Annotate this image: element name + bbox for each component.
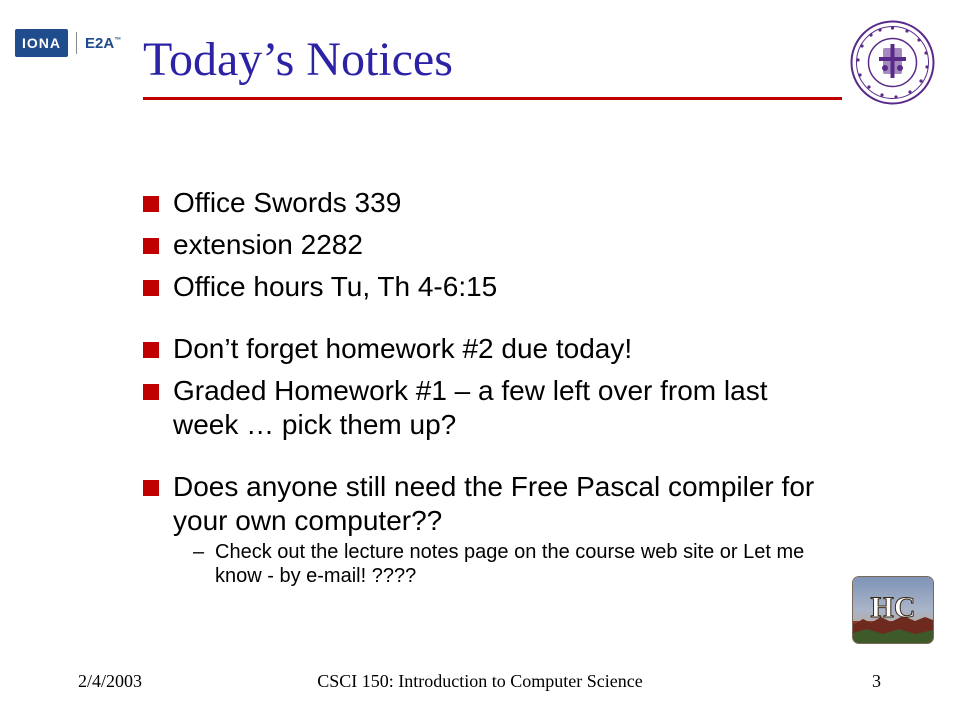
- notice-list: [141, 186, 821, 596]
- bullet-text: Office hours Tu, Th 4-6:15: [173, 271, 498, 302]
- square-bullet-icon: [143, 196, 159, 212]
- e2a-product: E2A: [85, 34, 115, 52]
- college-seal-icon: [850, 20, 935, 105]
- list-item: [141, 470, 821, 588]
- iona-logo-text: IONA: [15, 29, 68, 57]
- iona-e2a-logo: [15, 27, 121, 59]
- bullet-text: Don’t forget homework #2 due today!: [173, 333, 633, 364]
- slide-title: Today’s Notices: [143, 33, 453, 86]
- bullet-text: Graded Homework #1 – a few left over from last week … pick them up?: [173, 375, 768, 440]
- bullet-text: Does anyone still need the Free Pascal compiler for your own computer??: [173, 471, 815, 536]
- e2a-logo-text: [85, 35, 121, 52]
- trademark-mark: ™: [114, 36, 122, 44]
- footer-course-title: CSCI 150: Introduction to Computer Science: [317, 671, 643, 691]
- square-bullet-icon: [143, 480, 159, 496]
- hc-logo-icon: [853, 577, 933, 643]
- bullet-text: Office Swords 339: [173, 187, 402, 218]
- list-item: [141, 228, 821, 262]
- list-item: [141, 270, 821, 304]
- dash-marker: –: [193, 541, 205, 563]
- list-item: [141, 374, 821, 442]
- square-bullet-icon: [143, 342, 159, 358]
- square-bullet-icon: [143, 280, 159, 296]
- list-item: [141, 186, 821, 220]
- bullet-text: extension 2282: [173, 229, 363, 260]
- footer-date: 2/4/2003: [78, 671, 143, 691]
- logo-divider: [76, 32, 77, 54]
- square-bullet-icon: [143, 238, 159, 254]
- sub-bullet-text: Check out the lecture notes page on the course web site or Let me know - by e-mail! ????: [215, 541, 805, 587]
- footer-page-number: 3: [872, 671, 881, 691]
- svg-text:HC: HC: [870, 591, 916, 624]
- title-underline: [143, 97, 842, 100]
- sub-list-item: [193, 540, 821, 588]
- list-item: [141, 332, 821, 366]
- square-bullet-icon: [143, 384, 159, 400]
